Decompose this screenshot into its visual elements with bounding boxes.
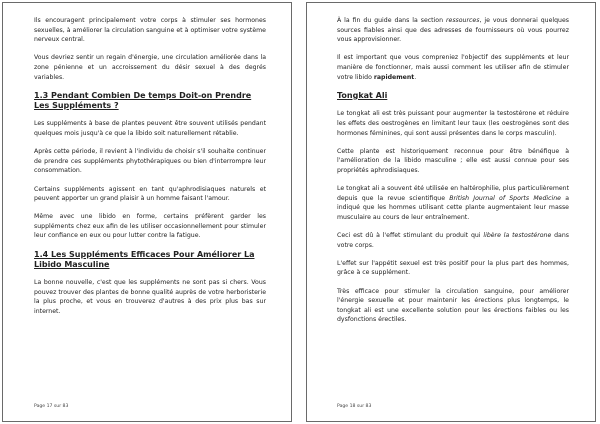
section-heading-1-4: 1.4 Les Suppléments Efficaces Pour Améliorer La Libido Masculine	[34, 249, 255, 269]
section-heading-1-3: 1.3 Pendant Combien De temps Doit-on Prendre Les Suppléments ?	[34, 90, 252, 110]
paragraph-ressources	[337, 16, 569, 45]
text: Il est important que vous compreniez l'objectif des suppléments et leur manière de fonctionner, mais aussi comment les utiliser afin de stimuler votre libido	[337, 54, 569, 81]
page-number-left: Page 17 sur 83	[34, 404, 69, 409]
text: À la fin du guide dans la section	[337, 17, 446, 24]
emphasis-journal: British Journal of Sports Medicine	[449, 194, 561, 202]
paragraph-objectif	[337, 53, 569, 82]
page-right-content	[337, 16, 569, 334]
page-number-right: Page 18 sur 83	[337, 404, 372, 409]
paragraph-testosterone	[337, 231, 569, 250]
text: dans votre corps.	[337, 232, 569, 249]
emphasis-testosterone: libère la testostérone	[483, 232, 552, 240]
paragraph: Vous devriez sentir un regain d'énergie, une circulation améliorée dans la zone pénienne et un accroissement du désir sexuel à des degrés variables.	[34, 54, 266, 81]
text: Le tongkat ali a souvent été utilisée en haltérophilie, plus particulièrement depuis que la revue scientifique	[337, 185, 569, 202]
text: .	[414, 73, 417, 81]
paragraph: L'effet sur l'appétit sexuel est très positif pour la plus part des hommes, grâce à ce supplément.	[337, 259, 569, 277]
emphasis-ressources: ressources	[445, 17, 480, 24]
text: Ceci est dû à l'effet stimulant du produit qui	[337, 232, 484, 240]
text: , je vous donnerai quelques sources fiables ainsi que des adresses de fournisseurs où vous pourrez vous approvisionner.	[337, 17, 570, 44]
paragraph: Cette plante est historiquement reconnue pour être bénéfique à l'amélioration de la libido masculine ; elle est aussi connue pour ses propriétés aphrodisiaques.	[337, 147, 569, 174]
paragraph: Certains suppléments agissent en tant qu'aphrodisiaques naturels et peuvent apporter un grand plaisir à un homme faisant l'amour.	[34, 185, 266, 203]
paragraph: Après cette période, il revient à l'individu de choisir s'il souhaite continuer de prendre ces suppléments phytothérapiques ou bien d'interrompre leur consommation.	[34, 148, 266, 175]
page-left	[2, 2, 292, 422]
paragraph: Ils encouragent principalement votre corps à stimuler ses hormones sexuelles, à améliorer la circulation sanguine et à optimiser votre système nerveux central.	[34, 17, 266, 44]
text: a indiqué que les hommes utilisant cette plante augmentaient leur masse musculaire au cours de leur entraînement.	[337, 194, 569, 221]
paragraph: Même avec une libido en forme, certains préfèrent garder les suppléments chez eux afin de les utiliser occasionnellement pour stimuler leur confiance en eux ou pour lutter contre la fatigue.	[34, 213, 266, 240]
paragraph: Très efficace pour stimuler la circulation sanguine, pour améliorer l'énergie sexuelle et pour maintenir les érections plus longtemps, le tongkat ali est une excellente solution pour les érections faibles ou les dysfonctions érectiles.	[337, 287, 569, 324]
page-left-content	[34, 16, 266, 325]
paragraph-halterophilie	[337, 184, 569, 222]
section-heading-tongkat-ali: Tongkat Ali	[337, 90, 388, 100]
strong-rapidement: rapidement	[373, 73, 415, 81]
paragraph: La bonne nouvelle, c'est que les suppléments ne sont pas si chers. Vous pouvez trouver des plantes de bonne qualité auprès de votre herboristerie la plus proche, et vous en trouverez d'autres à des prix plus bas sur internet.	[34, 279, 266, 316]
paragraph: Les suppléments à base de plantes peuvent être souvent utilisés pendant quelques mois jusqu'à ce que la libido soit naturellement rétablie.	[34, 120, 266, 137]
paragraph: Le tongkat ali est très puissant pour augmenter la testostérone et réduire les effets des oestrogènes en limitant leur taux (les oestrogènes sont des hormones féminines, qui sont aussi présentes dans le corps masculin).	[337, 110, 569, 137]
page-right	[306, 2, 596, 422]
